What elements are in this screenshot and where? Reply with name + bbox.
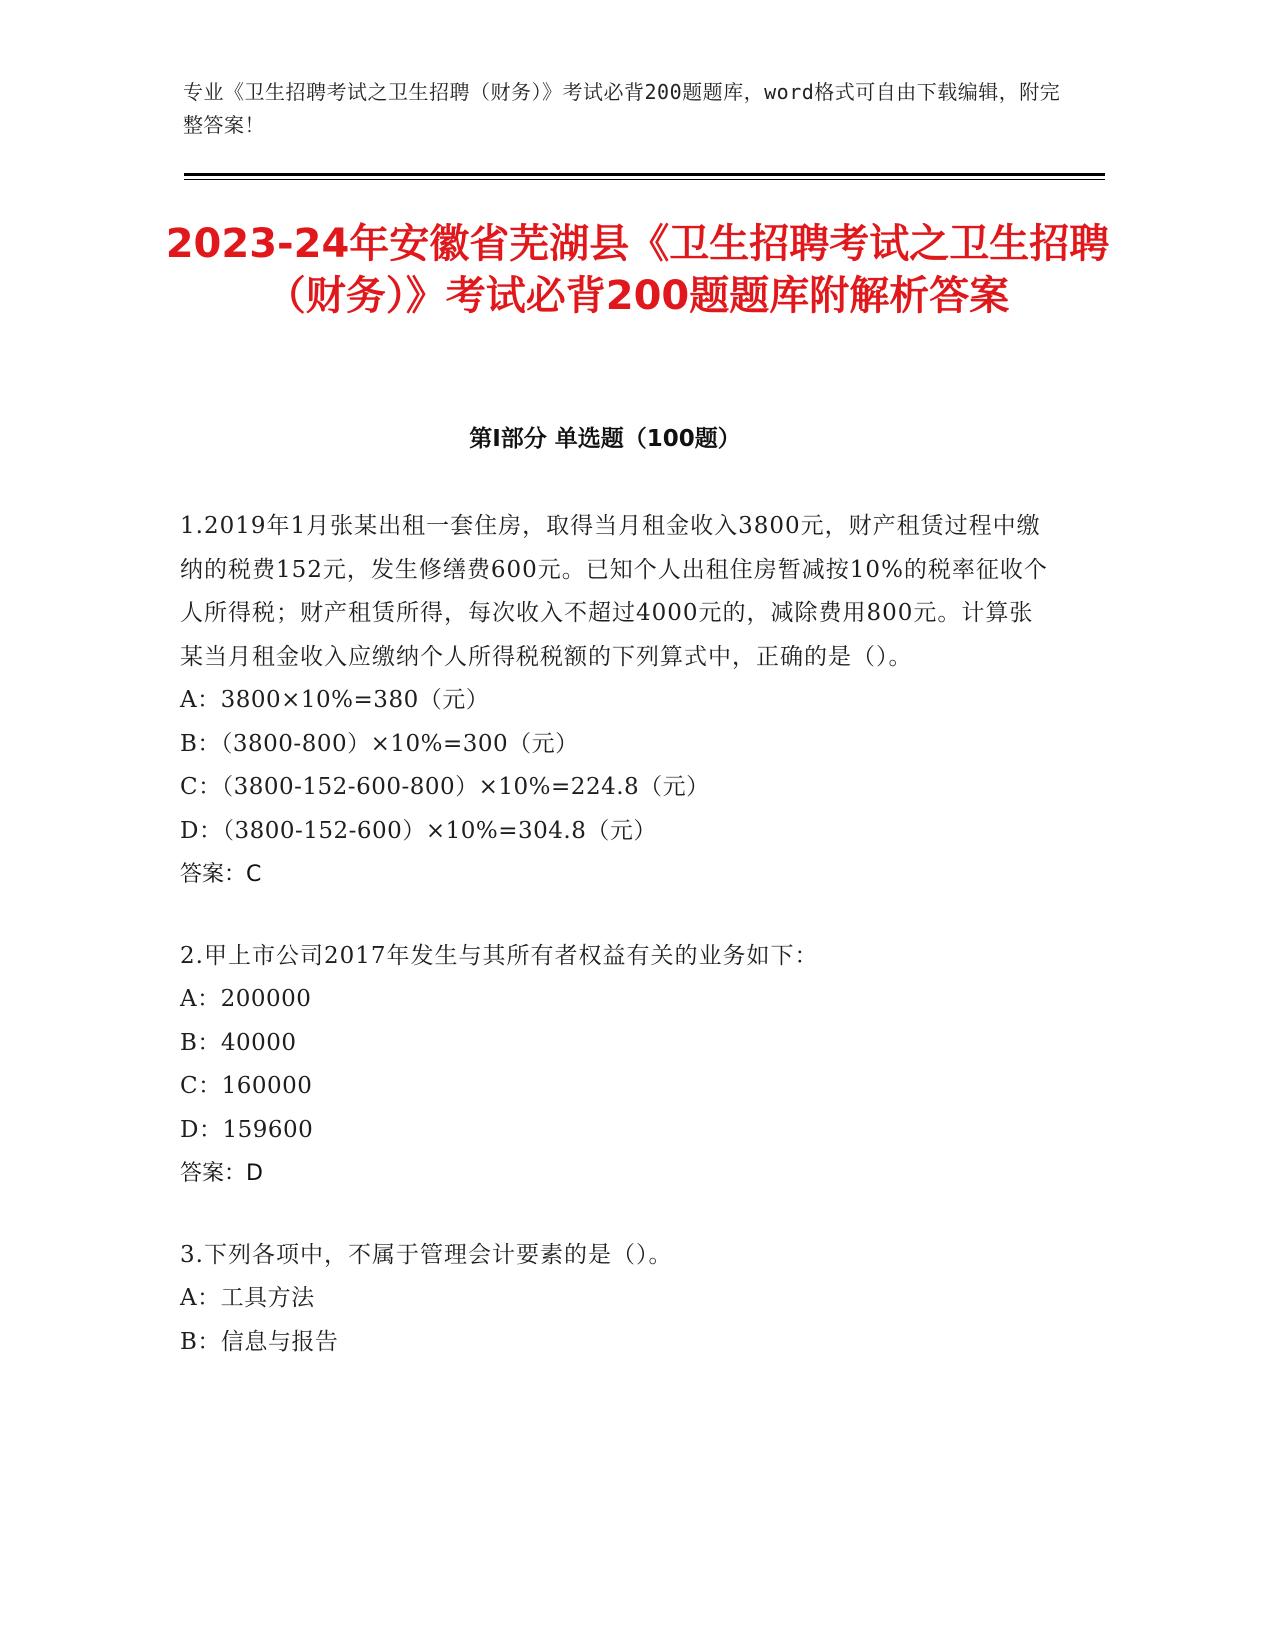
option-b: B：（3800-800）×10%=300（元） [180,730,579,757]
option-d: D：159600 [180,1116,314,1143]
option-c: C：（3800-152-600-800）×10%=224.8（元） [180,774,710,800]
option-a: A：3800×10%=380（元） [180,687,490,713]
header-divider-thin [184,179,1105,180]
option-a: A：200000 [180,986,312,1012]
option-a: A：工具方法 [180,1285,315,1311]
answer-line: 答案：C [180,862,262,887]
question-stem: 1.2019年1月张某出租一套住房，取得当月租金收入3800元，财产租赁过程中缴纳的税费152元，发生修缮费600元。已知个人出租住房暂减按10%的税率征收个人所得税；财产租赁所得，每次收入不超过4000元的，减除费用800元。计算张某当月租金收入应缴纳个人所得税税额的下列算式中，正确的是（）。 [180,513,1048,670]
header-note: 专业《卫生招聘考试之卫生招聘（财务）》考试必背200题题库，word格式可自由下载编辑，附完整答案！ [183,80,1061,137]
question-stem: 3.下列各项中，不属于管理会计要素的是（）。 [180,1241,673,1268]
question-list [180,505,1050,1402]
question-2 [180,935,1050,1196]
option-c: C：160000 [180,1073,313,1099]
option-d: D：（3800-152-600）×10%=304.8（元） [180,817,657,844]
question-1 [180,505,1050,897]
question-stem: 2.甲上市公司2017年发生与其所有者权益有关的业务如下： [180,942,819,969]
answer-line: 答案：D [180,1161,263,1186]
option-b: B：信息与报告 [180,1328,339,1355]
option-b: B：40000 [180,1029,297,1056]
question-3 [180,1234,1050,1365]
document-title: 2023-24年安徽省芜湖县《卫生招聘考试之卫生招聘（财务）》考试必背200题题库附解析答案 [165,221,1110,319]
section-heading: 第I部分 单选题（100题） [469,426,741,452]
header-divider-thick [184,173,1105,176]
